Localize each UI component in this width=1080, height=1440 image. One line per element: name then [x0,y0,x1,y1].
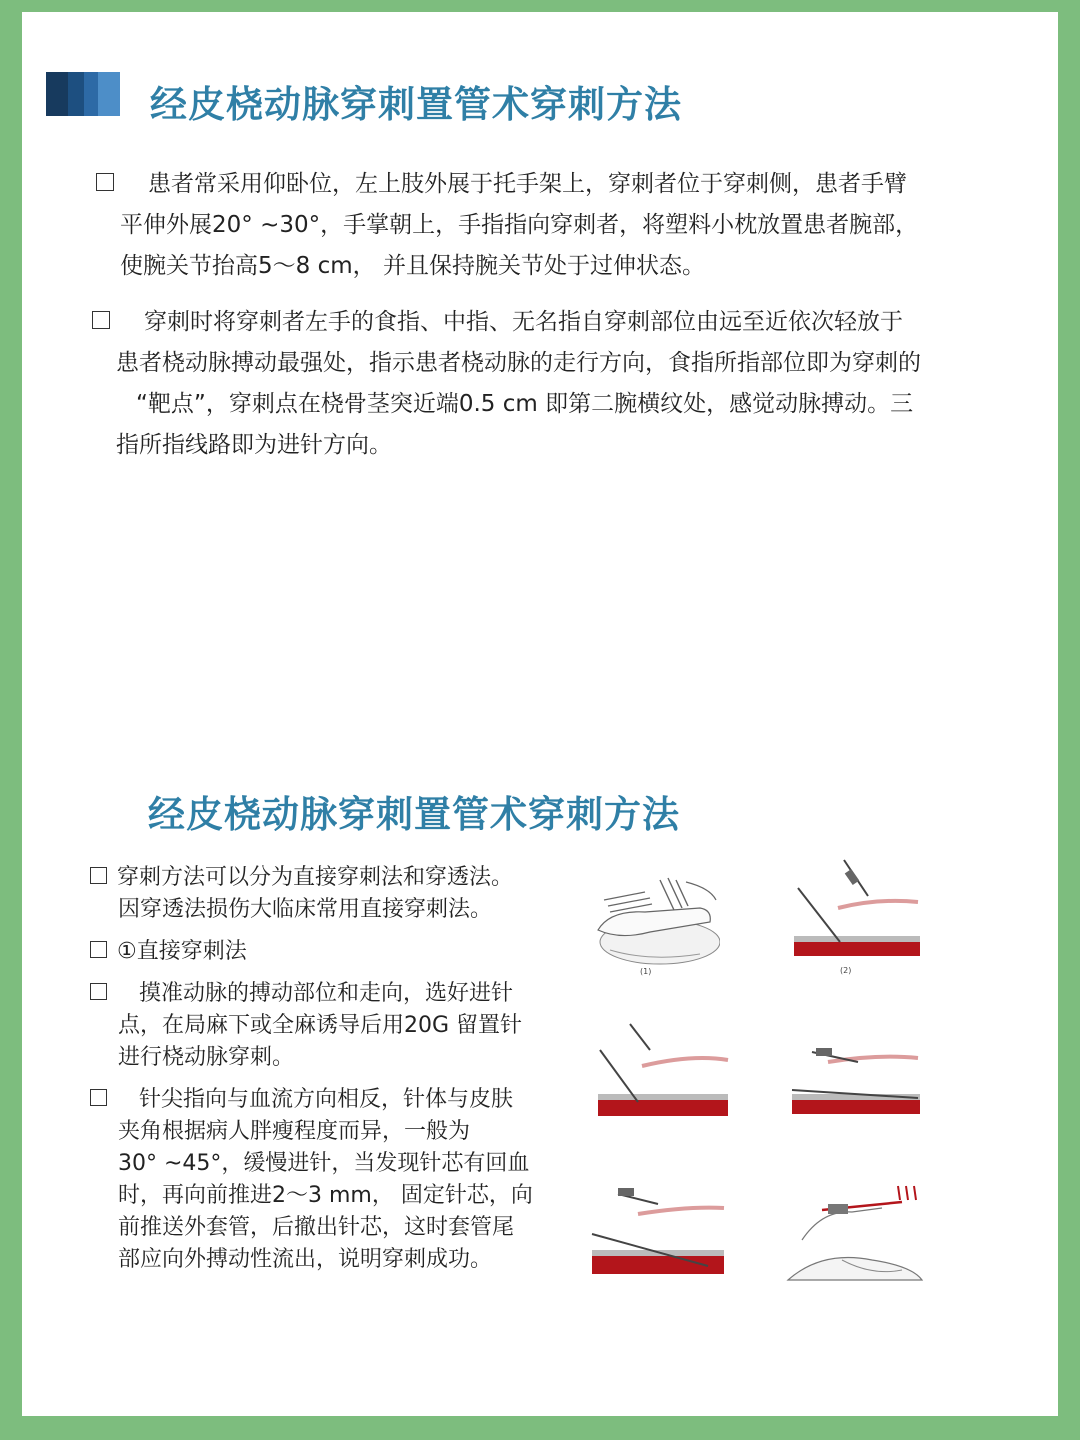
catheter-fixation-illustration [782,1180,926,1290]
checkbox-bullet-icon [96,173,114,191]
text-line: 患者常采用仰卧位，左上肢外展于托手架上，穿刺者位于穿刺侧，患者手臂 [148,171,907,197]
text-line: 时，再向前推进2～3 mm， 固定针芯，向 [118,1183,533,1208]
accent-bar [46,72,68,116]
text-line: 平伸外展20° ~30°，手掌朝上，手指指向穿刺者，将塑料小枕放置患者腕部， [120,212,919,238]
text-line: 点，在局麻下或全麻诱导后用20G 留置针 [118,1013,523,1038]
section1-paragraph-1 [96,164,918,287]
text-line: 因穿透法损伤大临床常用直接穿刺法。 [118,897,493,922]
page [22,12,1058,1416]
text-line: 进行桡动脉穿刺。 [118,1045,295,1070]
text-line: 前推送外套管，后撤出针芯，这时套管尾 [118,1215,515,1240]
text-line: ①直接穿刺法 [117,939,247,964]
list-item [90,978,533,1074]
checkbox-bullet-icon [90,867,107,884]
checkbox-bullet-icon [90,1089,107,1106]
checkbox-bullet-icon [92,311,110,329]
text-line: 摸准动脉的搏动部位和走向，选好进针 [139,981,514,1006]
checkbox-bullet-icon [90,941,107,958]
needle-insertion-illustration [788,858,924,962]
title-accent-bars [46,72,120,116]
text-line: 使腕关节抬高5～8 cm， 并且保持腕关节处于过伸状态。 [120,253,705,279]
needle-advance-illustration [592,1020,732,1122]
text-line: 穿刺时将穿刺者左手的食指、中指、无名指自穿刺部位由远至近依次轻放于 [144,309,903,335]
list-item [90,862,533,926]
checkbox-bullet-icon [90,983,107,1000]
section1-title: 经皮桡动脉穿刺置管术穿刺方法 [150,83,682,126]
section1-paragraph-2 [92,302,921,466]
hand-palpation-illustration [590,870,720,970]
accent-bar [98,72,120,116]
needle-withdraw-illustration [588,1180,728,1286]
section2-text [90,862,533,1286]
catheter-advance-illustration [788,1028,924,1120]
text-line: “靶点”，穿刺点在桡骨茎突近端0.5 cm 即第二腕横纹处，感觉动脉搏动。三 [136,391,914,417]
text-line: 指所指线路即为进针方向。 [116,432,392,458]
figure-caption: (1) [640,967,652,976]
section2-title: 经皮桡动脉穿刺置管术穿刺方法 [148,793,680,836]
figure-caption: (2) [840,966,852,975]
accent-bar [68,72,84,116]
text-line: 针尖指向与血流方向相反，针体与皮肤 [139,1087,514,1112]
text-line: 患者桡动脉搏动最强处，指示患者桡动脉的走行方向，食指所指部位即为穿刺的 [116,350,921,376]
text-line: 部应向外搏动性流出，说明穿刺成功。 [118,1247,493,1272]
text-line: 穿刺方法可以分为直接穿刺法和穿透法。 [117,865,514,890]
list-item [90,1084,533,1276]
text-line: 30° ~45°，缓慢进针，当发现针芯有回血 [118,1151,530,1176]
accent-bar [84,72,98,116]
list-item [90,936,533,968]
text-line: 夹角根据病人胖瘦程度而异，一般为 [118,1119,471,1144]
